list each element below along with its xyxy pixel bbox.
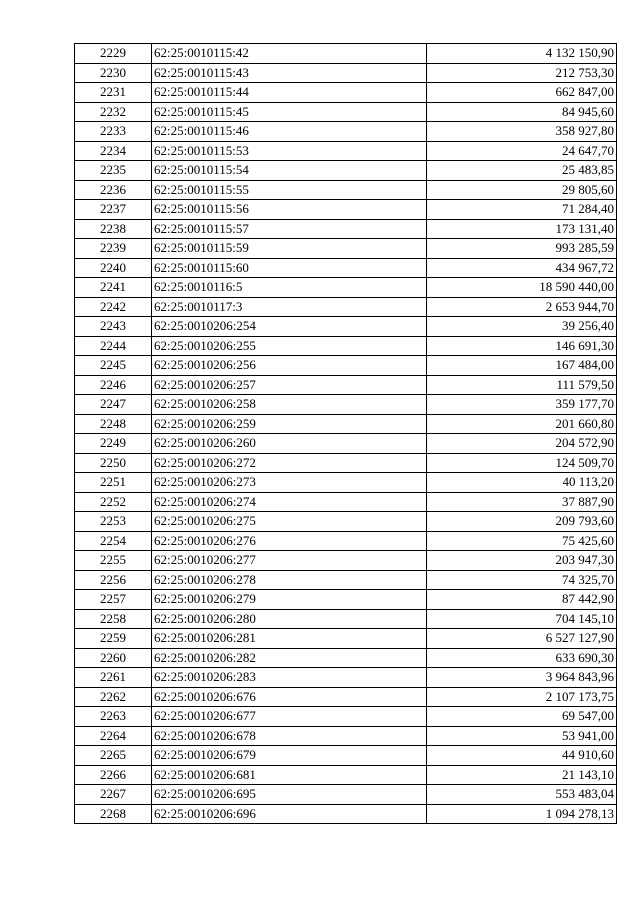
row-number-cell: 2246 bbox=[75, 375, 152, 395]
table-row bbox=[75, 609, 617, 629]
cadastral-number-cell: 62:25:0010206:681 bbox=[152, 765, 427, 785]
cadastral-value-cell: 84 945,60 bbox=[427, 102, 617, 122]
cadastral-value-cell: 2 107 173,75 bbox=[427, 687, 617, 707]
table-row bbox=[75, 453, 617, 473]
row-number-cell: 2248 bbox=[75, 414, 152, 434]
row-number-cell: 2234 bbox=[75, 141, 152, 161]
table-row bbox=[75, 687, 617, 707]
cadastral-value-cell: 69 547,00 bbox=[427, 707, 617, 727]
cadastral-number-cell: 62:25:0010206:679 bbox=[152, 746, 427, 766]
cadastral-number-cell: 62:25:0010206:254 bbox=[152, 317, 427, 337]
cadastral-number-cell: 62:25:0010206:260 bbox=[152, 434, 427, 454]
row-number-cell: 2239 bbox=[75, 239, 152, 259]
table-row bbox=[75, 141, 617, 161]
cadastral-number-cell: 62:25:0010206:275 bbox=[152, 512, 427, 532]
row-number-cell: 2237 bbox=[75, 200, 152, 220]
cadastral-value-cell: 553 483,04 bbox=[427, 785, 617, 805]
cadastral-value-cell: 173 131,40 bbox=[427, 219, 617, 239]
cadastral-number-cell: 62:25:0010206:257 bbox=[152, 375, 427, 395]
cadastral-number-cell: 62:25:0010117:3 bbox=[152, 297, 427, 317]
row-number-cell: 2236 bbox=[75, 180, 152, 200]
row-number-cell: 2262 bbox=[75, 687, 152, 707]
row-number-cell: 2244 bbox=[75, 336, 152, 356]
table-row bbox=[75, 531, 617, 551]
table-row bbox=[75, 102, 617, 122]
table-row bbox=[75, 668, 617, 688]
row-number-cell: 2231 bbox=[75, 83, 152, 103]
row-number-cell: 2245 bbox=[75, 356, 152, 376]
table-row bbox=[75, 746, 617, 766]
cadastral-number-cell: 62:25:0010206:272 bbox=[152, 453, 427, 473]
row-number-cell: 2253 bbox=[75, 512, 152, 532]
table-row bbox=[75, 63, 617, 83]
row-number-cell: 2230 bbox=[75, 63, 152, 83]
row-number-cell: 2256 bbox=[75, 570, 152, 590]
row-number-cell: 2232 bbox=[75, 102, 152, 122]
table-row bbox=[75, 726, 617, 746]
cadastral-value-cell: 2 653 944,70 bbox=[427, 297, 617, 317]
cadastral-value-cell: 146 691,30 bbox=[427, 336, 617, 356]
cadastral-number-cell: 62:25:0010115:60 bbox=[152, 258, 427, 278]
table-row bbox=[75, 219, 617, 239]
row-number-cell: 2266 bbox=[75, 765, 152, 785]
row-number-cell: 2254 bbox=[75, 531, 152, 551]
cadastral-value-cell: 53 941,00 bbox=[427, 726, 617, 746]
cadastral-value-cell: 167 484,00 bbox=[427, 356, 617, 376]
cadastral-value-cell: 44 910,60 bbox=[427, 746, 617, 766]
table-row bbox=[75, 161, 617, 181]
cadastral-number-cell: 62:25:0010206:278 bbox=[152, 570, 427, 590]
cadastral-number-cell: 62:25:0010115:43 bbox=[152, 63, 427, 83]
row-number-cell: 2259 bbox=[75, 629, 152, 649]
table-row bbox=[75, 414, 617, 434]
table-row bbox=[75, 200, 617, 220]
table-row bbox=[75, 44, 617, 64]
cadastral-value-cell: 6 527 127,90 bbox=[427, 629, 617, 649]
table-row bbox=[75, 395, 617, 415]
cadastral-value-cell: 87 442,90 bbox=[427, 590, 617, 610]
cadastral-value-cell: 24 647,70 bbox=[427, 141, 617, 161]
cadastral-value-cell: 4 132 150,90 bbox=[427, 44, 617, 64]
table-row bbox=[75, 297, 617, 317]
cadastral-value-cell: 37 887,90 bbox=[427, 492, 617, 512]
table-row bbox=[75, 336, 617, 356]
table-row bbox=[75, 258, 617, 278]
row-number-cell: 2258 bbox=[75, 609, 152, 629]
cadastral-number-cell: 62:25:0010206:256 bbox=[152, 356, 427, 376]
row-number-cell: 2249 bbox=[75, 434, 152, 454]
row-number-cell: 2238 bbox=[75, 219, 152, 239]
cadastral-number-cell: 62:25:0010206:274 bbox=[152, 492, 427, 512]
cadastral-value-cell: 40 113,20 bbox=[427, 473, 617, 493]
cadastral-number-cell: 62:25:0010206:282 bbox=[152, 648, 427, 668]
table-row bbox=[75, 239, 617, 259]
cadastral-number-cell: 62:25:0010206:696 bbox=[152, 804, 427, 824]
cadastral-value-cell: 71 284,40 bbox=[427, 200, 617, 220]
cadastral-number-cell: 62:25:0010115:57 bbox=[152, 219, 427, 239]
cadastral-number-cell: 62:25:0010115:46 bbox=[152, 122, 427, 142]
table-row bbox=[75, 570, 617, 590]
cadastral-number-cell: 62:25:0010115:59 bbox=[152, 239, 427, 259]
table-row bbox=[75, 317, 617, 337]
cadastral-value-cell: 111 579,50 bbox=[427, 375, 617, 395]
cadastral-number-cell: 62:25:0010206:280 bbox=[152, 609, 427, 629]
cadastral-number-cell: 62:25:0010115:45 bbox=[152, 102, 427, 122]
cadastral-value-cell: 358 927,80 bbox=[427, 122, 617, 142]
row-number-cell: 2243 bbox=[75, 317, 152, 337]
cadastral-number-cell: 62:25:0010206:279 bbox=[152, 590, 427, 610]
cadastral-number-cell: 62:25:0010116:5 bbox=[152, 278, 427, 298]
cadastral-value-cell: 212 753,30 bbox=[427, 63, 617, 83]
row-number-cell: 2261 bbox=[75, 668, 152, 688]
cadastral-value-cell: 21 143,10 bbox=[427, 765, 617, 785]
cadastral-value-cell: 203 947,30 bbox=[427, 551, 617, 571]
table-row bbox=[75, 804, 617, 824]
cadastral-value-cell: 359 177,70 bbox=[427, 395, 617, 415]
cadastral-number-cell: 62:25:0010206:678 bbox=[152, 726, 427, 746]
cadastral-number-cell: 62:25:0010206:276 bbox=[152, 531, 427, 551]
row-number-cell: 2241 bbox=[75, 278, 152, 298]
cadastral-value-table bbox=[74, 43, 617, 824]
table-row bbox=[75, 629, 617, 649]
row-number-cell: 2265 bbox=[75, 746, 152, 766]
row-number-cell: 2268 bbox=[75, 804, 152, 824]
cadastral-value-cell: 662 847,00 bbox=[427, 83, 617, 103]
row-number-cell: 2242 bbox=[75, 297, 152, 317]
row-number-cell: 2255 bbox=[75, 551, 152, 571]
row-number-cell: 2233 bbox=[75, 122, 152, 142]
table-row bbox=[75, 707, 617, 727]
row-number-cell: 2235 bbox=[75, 161, 152, 181]
table-row bbox=[75, 473, 617, 493]
row-number-cell: 2229 bbox=[75, 44, 152, 64]
cadastral-value-cell: 704 145,10 bbox=[427, 609, 617, 629]
cadastral-number-cell: 62:25:0010206:281 bbox=[152, 629, 427, 649]
cadastral-value-cell: 204 572,90 bbox=[427, 434, 617, 454]
table-row bbox=[75, 356, 617, 376]
cadastral-value-cell: 124 509,70 bbox=[427, 453, 617, 473]
row-number-cell: 2247 bbox=[75, 395, 152, 415]
cadastral-value-cell: 25 483,85 bbox=[427, 161, 617, 181]
cadastral-number-cell: 62:25:0010206:259 bbox=[152, 414, 427, 434]
cadastral-value-cell: 434 967,72 bbox=[427, 258, 617, 278]
row-number-cell: 2260 bbox=[75, 648, 152, 668]
table-row bbox=[75, 83, 617, 103]
table-row bbox=[75, 785, 617, 805]
row-number-cell: 2250 bbox=[75, 453, 152, 473]
cadastral-number-cell: 62:25:0010206:676 bbox=[152, 687, 427, 707]
cadastral-number-cell: 62:25:0010115:54 bbox=[152, 161, 427, 181]
table-row bbox=[75, 648, 617, 668]
cadastral-number-cell: 62:25:0010206:677 bbox=[152, 707, 427, 727]
table-row bbox=[75, 492, 617, 512]
cadastral-value-cell: 633 690,30 bbox=[427, 648, 617, 668]
cadastral-number-cell: 62:25:0010115:44 bbox=[152, 83, 427, 103]
cadastral-number-cell: 62:25:0010206:273 bbox=[152, 473, 427, 493]
row-number-cell: 2267 bbox=[75, 785, 152, 805]
cadastral-value-cell: 18 590 440,00 bbox=[427, 278, 617, 298]
row-number-cell: 2264 bbox=[75, 726, 152, 746]
row-number-cell: 2257 bbox=[75, 590, 152, 610]
cadastral-number-cell: 62:25:0010206:695 bbox=[152, 785, 427, 805]
table-row bbox=[75, 180, 617, 200]
cadastral-number-cell: 62:25:0010206:277 bbox=[152, 551, 427, 571]
cadastral-value-cell: 993 285,59 bbox=[427, 239, 617, 259]
cadastral-value-cell: 75 425,60 bbox=[427, 531, 617, 551]
cadastral-value-cell: 29 805,60 bbox=[427, 180, 617, 200]
cadastral-value-cell: 209 793,60 bbox=[427, 512, 617, 532]
table-row bbox=[75, 590, 617, 610]
cadastral-number-cell: 62:25:0010206:258 bbox=[152, 395, 427, 415]
cadastral-value-cell: 39 256,40 bbox=[427, 317, 617, 337]
row-number-cell: 2252 bbox=[75, 492, 152, 512]
cadastral-number-cell: 62:25:0010206:283 bbox=[152, 668, 427, 688]
cadastral-value-cell: 1 094 278,13 bbox=[427, 804, 617, 824]
row-number-cell: 2263 bbox=[75, 707, 152, 727]
cadastral-value-cell: 201 660,80 bbox=[427, 414, 617, 434]
table-row bbox=[75, 278, 617, 298]
cadastral-number-cell: 62:25:0010206:255 bbox=[152, 336, 427, 356]
table-body bbox=[75, 44, 617, 824]
table-row bbox=[75, 551, 617, 571]
table-row bbox=[75, 434, 617, 454]
cadastral-value-cell: 3 964 843,96 bbox=[427, 668, 617, 688]
row-number-cell: 2240 bbox=[75, 258, 152, 278]
table-row bbox=[75, 765, 617, 785]
cadastral-number-cell: 62:25:0010115:53 bbox=[152, 141, 427, 161]
table-row bbox=[75, 122, 617, 142]
cadastral-number-cell: 62:25:0010115:56 bbox=[152, 200, 427, 220]
table-row bbox=[75, 512, 617, 532]
cadastral-value-cell: 74 325,70 bbox=[427, 570, 617, 590]
cadastral-number-cell: 62:25:0010115:42 bbox=[152, 44, 427, 64]
cadastral-number-cell: 62:25:0010115:55 bbox=[152, 180, 427, 200]
table-row bbox=[75, 375, 617, 395]
row-number-cell: 2251 bbox=[75, 473, 152, 493]
